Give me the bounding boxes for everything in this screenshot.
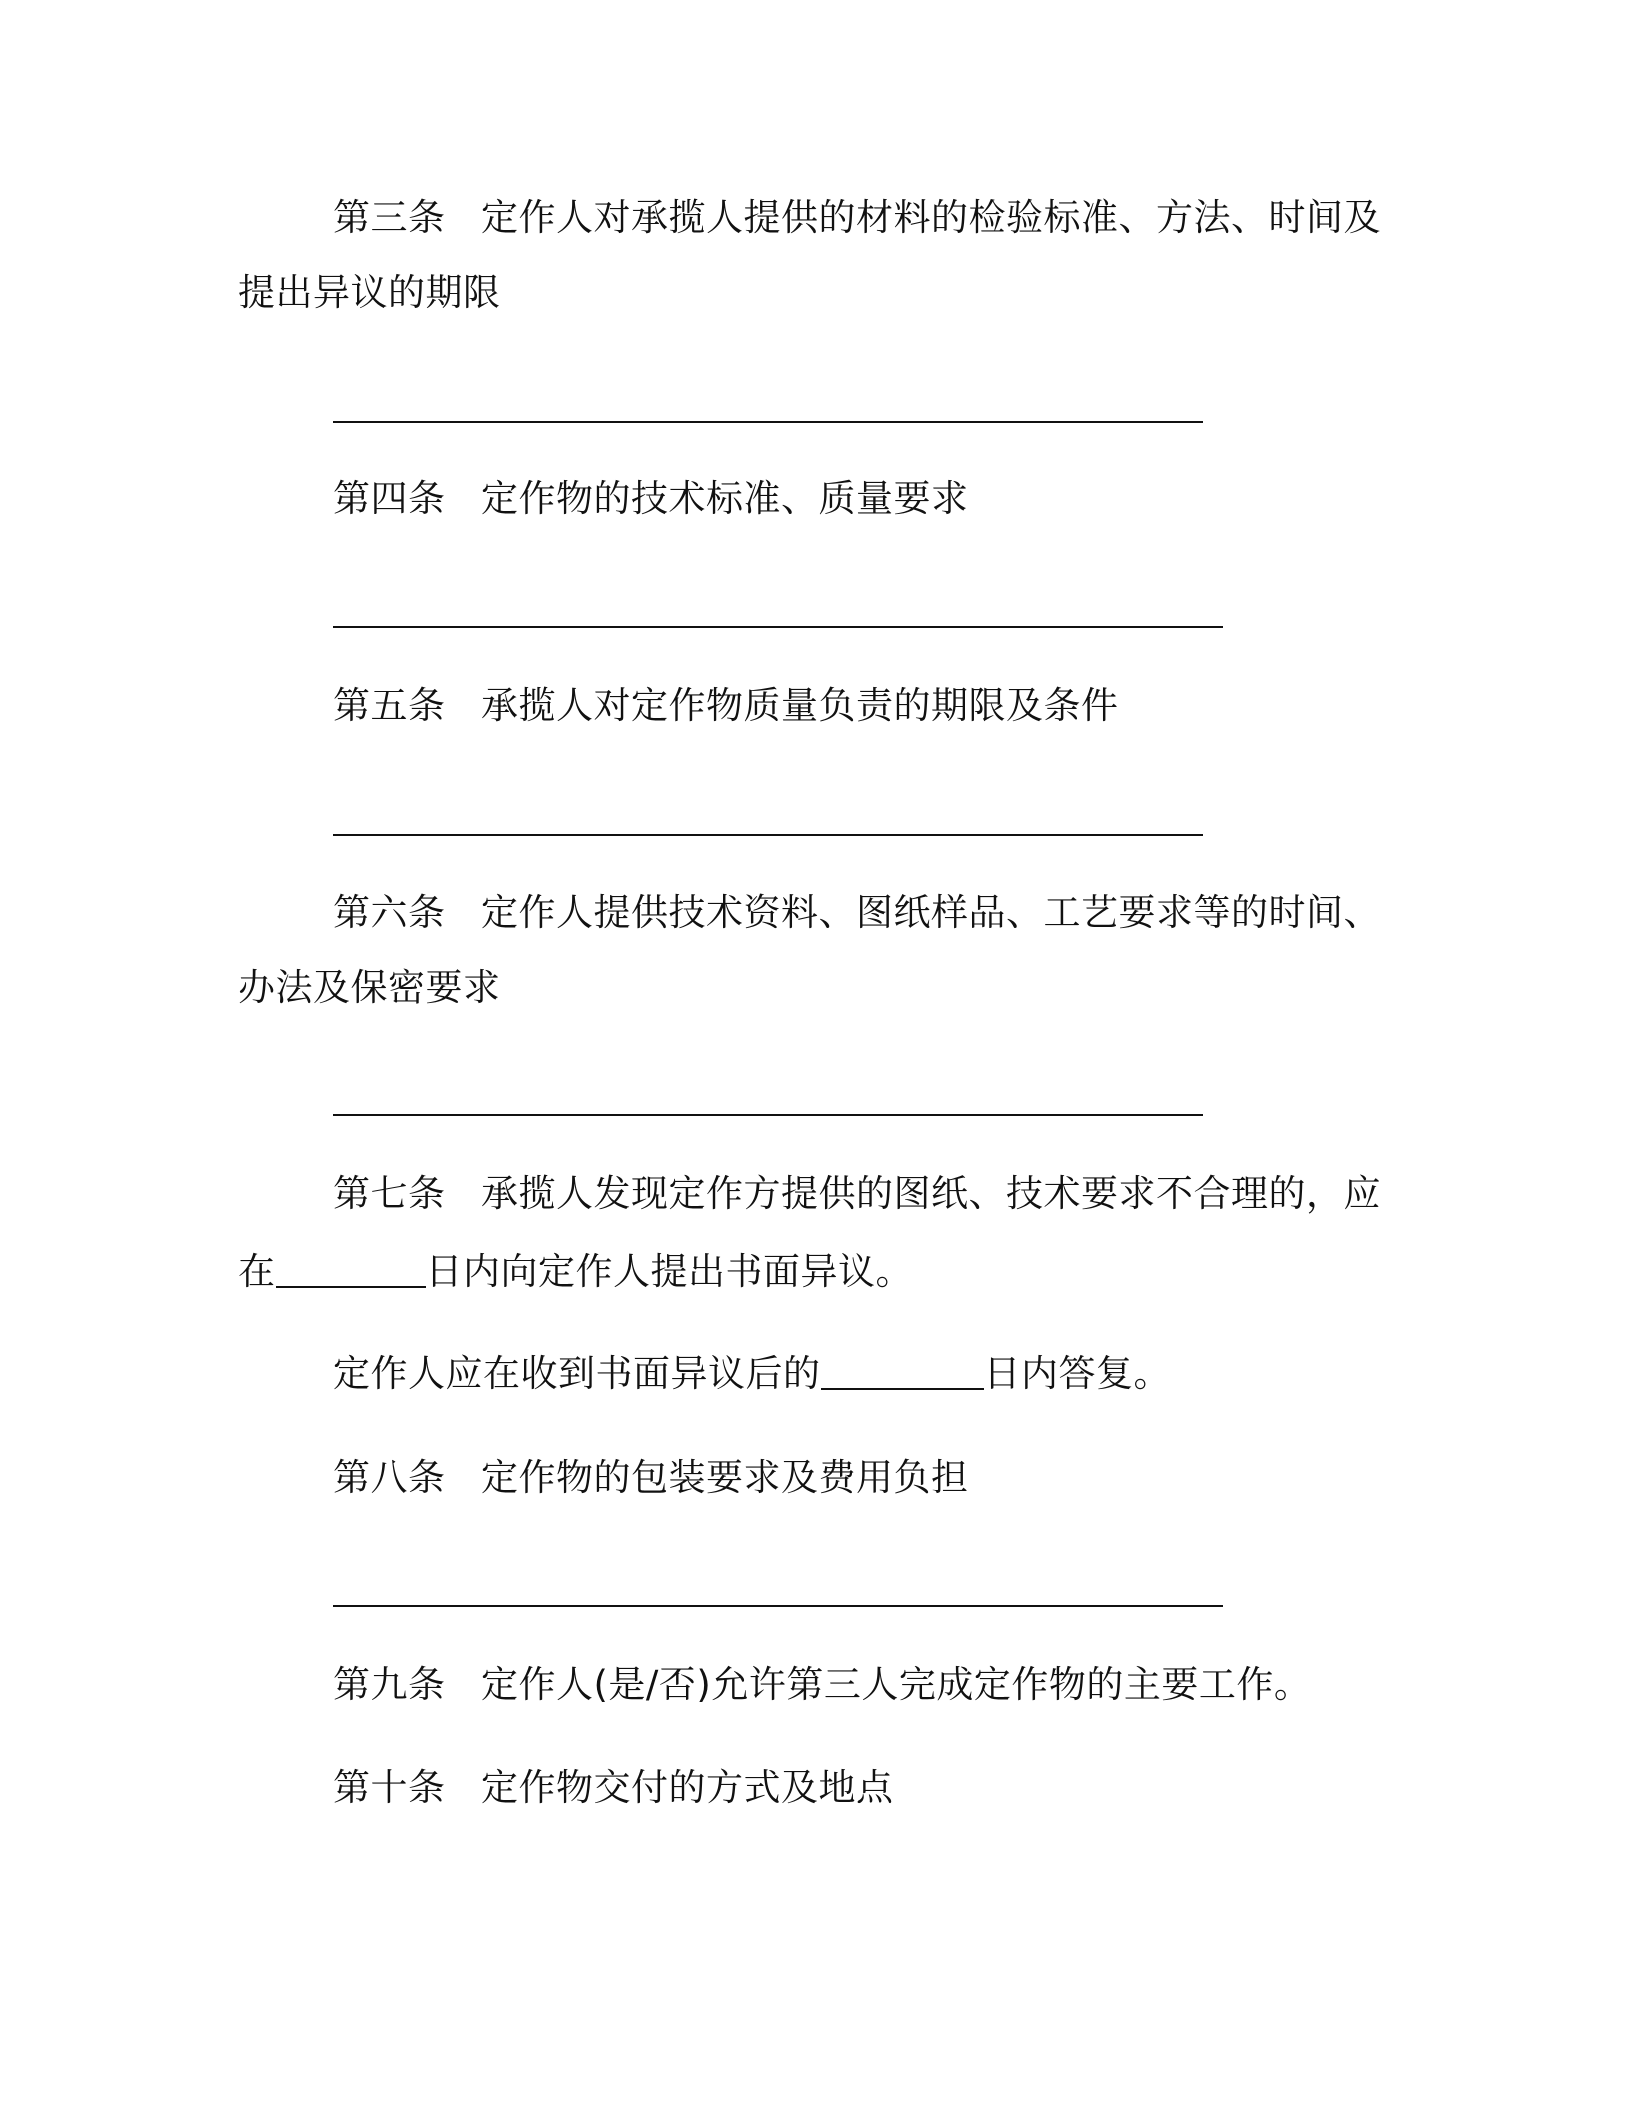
article-8-title: 定作物的包装要求及费用负担: [481, 1456, 969, 1499]
article-10-title: 定作物交付的方式及地点: [481, 1766, 894, 1809]
days-blank-2[interactable]: [821, 1358, 984, 1390]
article-9-text: 定作人(是/否)允许第三人完成定作物的主要工作。: [481, 1663, 1312, 1706]
article-4-title: 定作物的技术标准、质量要求: [481, 477, 969, 520]
article-8-blank-line: [333, 1605, 1223, 1607]
article-10-line: [333, 1766, 894, 1810]
article-8-line: [333, 1456, 969, 1500]
article-7-number: 第七条: [333, 1172, 446, 1215]
article-7-line-2-prefix: 在: [238, 1250, 276, 1293]
article-7-line-3-prefix: 定作人应在收到书面异议后的: [333, 1352, 821, 1395]
article-3-line-2: [238, 271, 501, 315]
article-4-blank-line: [333, 626, 1223, 628]
article-3-title-cont: 提出异议的期限: [238, 271, 501, 314]
article-7-line-3-suffix: 日内答复。: [983, 1352, 1171, 1395]
article-5-blank-line: [333, 834, 1203, 836]
days-blank-1[interactable]: [276, 1256, 426, 1288]
article-4-line: [333, 477, 969, 521]
article-7-line-2-suffix: 日内向定作人提出书面异议。: [425, 1250, 913, 1293]
article-8-number: 第八条: [333, 1456, 446, 1499]
article-6-number: 第六条: [333, 891, 446, 934]
article-3-title: 定作人对承揽人提供的材料的检验标准、方法、时间及: [481, 196, 1381, 239]
article-6-blank-line: [333, 1114, 1203, 1116]
article-4-number: 第四条: [333, 477, 446, 520]
article-3-blank-line: [333, 421, 1203, 423]
article-3-line-1: [333, 196, 1381, 240]
article-6-line-2: [238, 966, 501, 1010]
article-5-number: 第五条: [333, 684, 446, 727]
article-6-title-cont: 办法及保密要求: [238, 966, 501, 1009]
article-5-title: 承揽人对定作物质量负责的期限及条件: [481, 684, 1119, 727]
article-5-line: [333, 684, 1119, 728]
article-6-line-1: [333, 891, 1381, 935]
article-10-number: 第十条: [333, 1766, 446, 1809]
article-6-title: 定作人提供技术资料、图纸样品、工艺要求等的时间、: [481, 891, 1381, 934]
article-7-line-1: [333, 1172, 1381, 1216]
article-7-line-2: [238, 1250, 913, 1294]
article-7-line-3: [333, 1352, 1171, 1396]
article-9-line: [333, 1663, 1311, 1707]
article-9-number: 第九条: [333, 1663, 446, 1706]
article-7-text: 承揽人发现定作方提供的图纸、技术要求不合理的，应: [481, 1172, 1381, 1215]
article-3-number: 第三条: [333, 196, 446, 239]
